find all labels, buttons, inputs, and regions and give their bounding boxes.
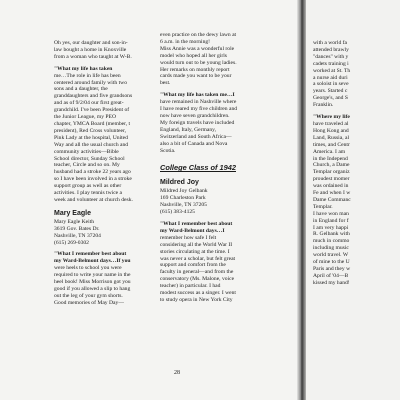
text-line: required to write your name in the (54, 272, 131, 279)
text-line: in the Independ (313, 155, 348, 162)
text-line: Fe and when I w (313, 190, 351, 197)
text-line: cadets training i (313, 60, 349, 67)
text-line: R. Gelbank with (313, 231, 350, 238)
text-line: proudest momer (313, 176, 350, 183)
text-line: of mine to the U (313, 259, 350, 266)
text-line: attended brawly (313, 46, 349, 53)
text-line: so I have been involved in a stroke (54, 176, 132, 183)
text-line: me…The role in life has been (54, 72, 121, 79)
text-line: Good memories of May Day— (54, 299, 124, 306)
text-line: chapter, YMCA Board (member, t (54, 120, 131, 127)
text-line: in England for f (313, 217, 349, 224)
text-line: now have seven grandchildren. (160, 112, 230, 119)
address-line: Mary Eagle Keith (54, 218, 95, 225)
text-line: also a bit of Canada and Nova (160, 140, 228, 147)
address-line: Mildred Joy Gelbank (160, 188, 208, 195)
text-line: "What my life has taken (54, 65, 113, 72)
text-line: "dances" with y (313, 53, 349, 60)
text-line: centered around family with two (54, 79, 128, 86)
text-line: model who hoped all her girls (160, 52, 227, 59)
text-line: world travel. W (313, 252, 349, 259)
text-line: out the leg of your gym shorts. (54, 292, 123, 299)
text-line: times, and Centr (313, 141, 350, 148)
text-line: my Ward-Belmont days…I (160, 227, 225, 234)
text-line: School director, Sunday School (54, 155, 125, 162)
text-line: week and volunteer at church desk. (54, 196, 133, 203)
text-line: kissed my hand! (313, 279, 350, 286)
text-line: grandchild. I've been President of (54, 107, 130, 114)
paragraph-remember-best (54, 251, 158, 306)
text-line: Franklin. (313, 102, 334, 109)
text-line: modest success as a singer. I went (160, 290, 236, 297)
text-line: support and comfort from the (160, 262, 226, 269)
text-line: Her remarks on monthly report (160, 66, 230, 73)
text-line: the Junior League, my PEO (54, 114, 116, 121)
text-line: Scotia. (160, 147, 176, 154)
paragraph-daughter-home (54, 40, 158, 61)
text-line: a soloist in seve (313, 81, 349, 88)
text-line: stories circulating at the time. I (160, 248, 230, 255)
text-line: conservatory (Ms. Malone, voice (160, 276, 235, 283)
paragraph-life-taken-me (54, 66, 158, 204)
text-line: Oh yes, our daughter and son-in- (54, 40, 128, 46)
text-line: My foreign travels have included (160, 119, 235, 126)
address-line: Nashville, TN 37204 (54, 232, 101, 239)
text-line: 6 a.m. in the morning! (160, 38, 211, 45)
text-line: much in commo (313, 238, 350, 245)
text-line: have remained in Nashville where (160, 99, 237, 106)
address-block (160, 188, 272, 216)
text-line: granddaughters and five grandsons (54, 93, 133, 100)
address-line: 169 Charleston Park (160, 195, 206, 202)
paragraph-world-fame (313, 40, 400, 109)
text-line: to study opera in New York City (160, 297, 233, 303)
text-line: including music (313, 245, 349, 252)
text-line: Miss Annie was a wonderful role (160, 45, 235, 52)
left-column-2 (160, 32, 272, 304)
text-line: would turn out to be young ladies. (160, 59, 237, 66)
text-line: Pink Lady at the hospital, United (54, 134, 128, 141)
text-line: heel book! Miss Morrison got you (54, 279, 131, 286)
text-line: Church, a Dame (313, 162, 350, 169)
text-line: were heels to school you were (54, 265, 122, 272)
text-line: husband had a stroke 22 years ago (54, 169, 131, 176)
text-line: community activities—Bible (54, 148, 119, 155)
text-line: Hong Kong and (313, 127, 349, 134)
paragraph-remember-safe (160, 221, 272, 304)
address-line: (615) 383-4125 (160, 209, 195, 216)
paragraph-where-my-life (313, 114, 400, 287)
book-gutter (297, 0, 306, 400)
text-line: remember how safe I felt (160, 234, 217, 241)
text-line: Templar. (313, 203, 333, 210)
paragraph-life-nashville (160, 92, 272, 154)
text-line: Templar organiz (313, 169, 350, 176)
text-line: worked at St. Th (313, 67, 351, 74)
text-line: faculty in general—and from the (160, 269, 234, 276)
text-line: was ordained in (313, 183, 349, 190)
address-line: Nashville, TN 37205 (160, 202, 207, 209)
text-line: I am very happi (313, 224, 349, 231)
text-line: support group as well as other (54, 183, 122, 190)
text-line: "What I remember best about (54, 251, 127, 258)
text-line: George's, and S (313, 95, 348, 102)
text-line: "What my life has taken me…I (160, 92, 235, 99)
profile-name-mary-eagle: Mary Eagle (54, 209, 91, 217)
text-line: activities. I play tennis twice a (54, 190, 123, 197)
text-line: considering all the World War II (160, 241, 233, 248)
text-line: good if you allowed a slip to hang (54, 286, 131, 292)
left-column-1 (54, 40, 158, 307)
text-line: cards made you want to be your (160, 73, 232, 80)
text-line: my Ward-Belmont days…If you (54, 258, 131, 265)
text-line: was never a scholar, but felt great (160, 255, 236, 262)
text-line: Land, Russia, al (313, 134, 350, 141)
text-line: teacher, Circle and so on. My (54, 162, 120, 169)
page-number: 28 (174, 370, 180, 376)
text-line: teacher) in particular. I had (160, 283, 221, 290)
address-line: 3619 Gov. Bates Dr. (54, 225, 100, 232)
text-line: England, Italy, Germany, (160, 126, 216, 133)
right-page-column (313, 40, 400, 287)
class-heading: College Class of 1942 (160, 163, 236, 173)
text-line: "Where my life (313, 114, 350, 121)
text-line: and as of 9/2/04 our first great- (54, 100, 124, 107)
text-line: president), Red Cross volunteer, (54, 127, 127, 134)
text-line: even practice on the dewy lawn at (160, 32, 237, 38)
text-line: have traveled al (313, 120, 349, 127)
text-line: Way and all the usual church and (54, 141, 129, 148)
text-line: best. (160, 80, 171, 87)
text-line: Dame Commanc (313, 196, 351, 203)
text-line: law bought a home in Knoxville (54, 46, 127, 53)
text-line: from a woman who taught at W-B. (54, 53, 132, 60)
text-line: I have won man (313, 210, 349, 217)
address-line: (615) 269-0302 (54, 239, 89, 246)
text-line: America. I am (313, 148, 346, 155)
text-line: Switzerland and South Africa— (160, 133, 232, 140)
text-line: with a world fa (313, 40, 348, 46)
text-line: years. Started c (313, 88, 348, 95)
profile-name-mildred-joy: Mildred Joy (160, 179, 199, 187)
text-line: April of '04—B (313, 272, 349, 279)
text-line: a nurse aid duri (313, 74, 348, 81)
address-block (54, 219, 158, 247)
text-line: I have reared my five children and (160, 106, 238, 113)
text-line: sons and a daughter, the (54, 86, 108, 93)
paragraph-may-day (160, 32, 272, 87)
text-line: "What I remember best about (160, 221, 233, 228)
text-line: Paris and they w (313, 266, 351, 272)
